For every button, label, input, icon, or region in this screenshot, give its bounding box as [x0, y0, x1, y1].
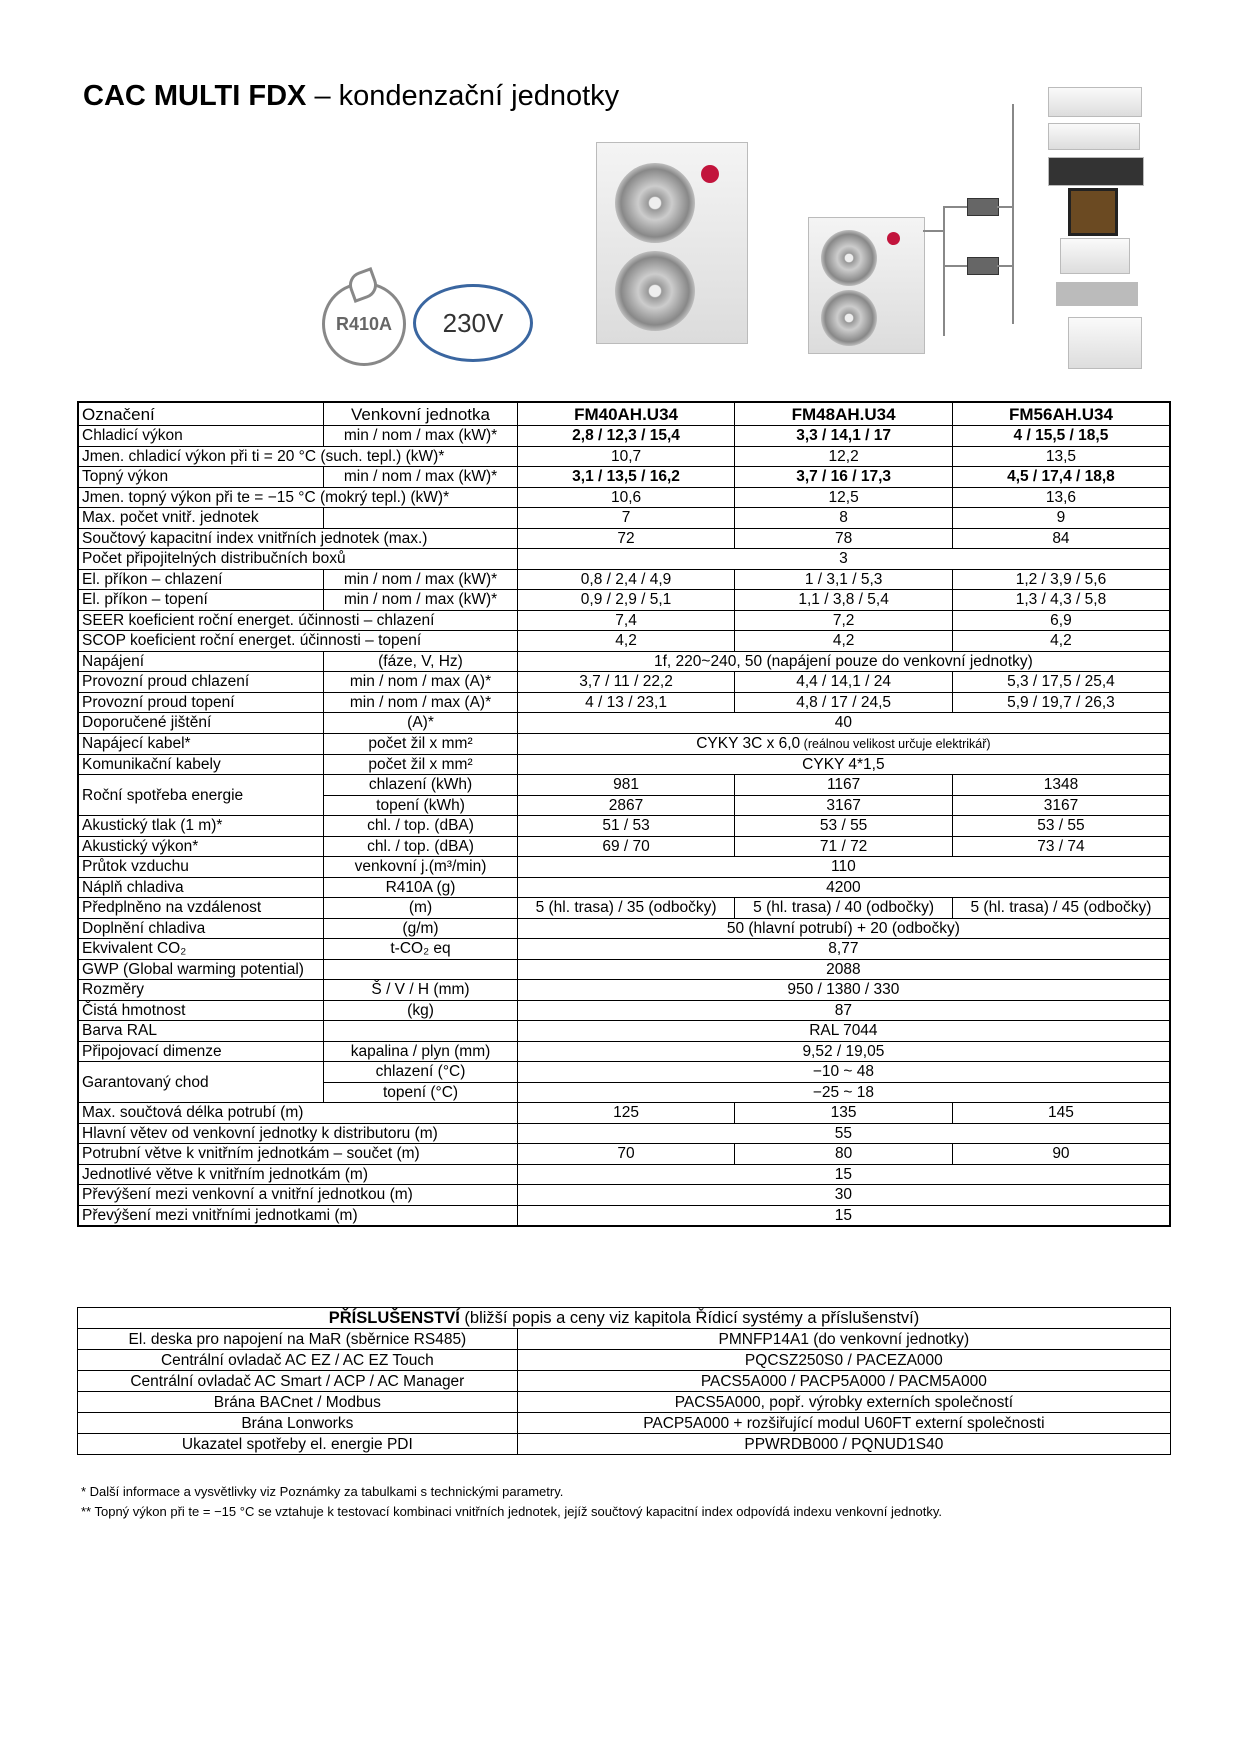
row-value: 1 / 3,1 / 5,3 — [735, 569, 953, 590]
spec-row — [78, 1000, 1170, 1021]
row-value: 4 / 13 / 23,1 — [517, 692, 735, 713]
row-value: 1,3 / 4,3 / 5,8 — [952, 590, 1170, 611]
row-value: 4,8 / 17 / 24,5 — [735, 692, 953, 713]
row-label: El. příkon – topení — [78, 590, 324, 611]
spec-row — [78, 1062, 1170, 1083]
row-value: 981 — [517, 775, 735, 796]
row-label: Jmen. chladicí výkon při ti = 20 °C (such. tepl.) (kW)* — [78, 446, 517, 467]
accessory-name: Brána BACnet / Modbus — [78, 1392, 518, 1413]
row-value: 5 (hl. trasa) / 40 (odbočky) — [735, 898, 953, 919]
row-label: Ekvivalent CO₂ — [78, 939, 324, 960]
spec-row — [78, 775, 1170, 796]
spec-row — [78, 528, 1170, 549]
row-label: Hlavní větev od venkovní jednotky k distributoru (m) — [78, 1123, 517, 1144]
spec-row — [78, 631, 1170, 652]
row-label: Napájecí kabel* — [78, 733, 324, 754]
spec-table — [77, 401, 1171, 1227]
row-value: 53 / 55 — [735, 816, 953, 837]
row-value: 5,9 / 19,7 / 26,3 — [952, 692, 1170, 713]
row-value: 13,5 — [952, 446, 1170, 467]
row-label: Rozměry — [78, 980, 324, 1001]
spec-row — [78, 939, 1170, 960]
spec-row — [78, 672, 1170, 693]
row-unit: R410A (g) — [324, 877, 518, 898]
accessory-code: PMNFP14A1 (do venkovní jednotky) — [517, 1329, 1170, 1350]
spec-row — [78, 1164, 1170, 1185]
spec-row — [78, 426, 1170, 447]
row-value: 4 / 15,5 / 18,5 — [952, 426, 1170, 447]
row-unit: počet žil x mm² — [324, 733, 518, 754]
row-value: 110 — [517, 857, 1170, 878]
row-value: 90 — [952, 1144, 1170, 1165]
spec-row — [78, 446, 1170, 467]
spec-row — [78, 1144, 1170, 1165]
row-value: 84 — [952, 528, 1170, 549]
row-unit: min / nom / max (kW)* — [324, 590, 518, 611]
lg-logo — [701, 165, 719, 183]
row-label: El. příkon – chlazení — [78, 569, 324, 590]
voltage-badge: 230V — [413, 284, 533, 362]
row-value: 71 / 72 — [735, 836, 953, 857]
row-value: 7,4 — [517, 610, 735, 631]
header-cell: Venkovní jednotka — [324, 402, 518, 426]
row-value: 10,6 — [517, 487, 735, 508]
accessories-table — [77, 1307, 1171, 1455]
row-value: 135 — [735, 1103, 953, 1124]
accessory-code: PACP5A000 + rozšiřující modul U60FT externí společnosti — [517, 1413, 1170, 1434]
accessory-row — [78, 1371, 1171, 1392]
row-label: Akustický výkon* — [78, 836, 324, 857]
accessory-code: PQCSZ250S0 / PACEZA000 — [517, 1350, 1170, 1371]
row-unit: chl. / top. (dBA) — [324, 836, 518, 857]
footnote-2: ** Topný výkon při te = −15 °C se vztahuje k testovací kombinaci vnitřních jednotek, jejíž součtový kapacitní index odpovídá indexu venkovní jednotky. — [81, 1504, 943, 1519]
accessory-code: PACS5A000 / PACP5A000 / PACM5A000 — [517, 1371, 1170, 1392]
row-value: 0,8 / 2,4 / 4,9 — [517, 569, 735, 590]
row-label: Provozní proud topení — [78, 692, 324, 713]
row-label: Součtový kapacitní index vnitřních jednotek (max.) — [78, 528, 517, 549]
row-value: 15 — [517, 1205, 1170, 1226]
page-title: CAC MULTI FDX – kondenzační jednotky — [83, 80, 620, 112]
row-value: 4,5 / 17,4 / 18,8 — [952, 467, 1170, 488]
header-cell: FM56AH.U34 — [952, 402, 1170, 426]
spec-row — [78, 836, 1170, 857]
row-label: Připojovací dimenze — [78, 1041, 324, 1062]
row-value: CYKY 3C x 6,0 (reálnou velikost určuje elektrikář) — [517, 733, 1170, 754]
row-unit: počet žil x mm² — [324, 754, 518, 775]
accessory-row — [78, 1392, 1171, 1413]
row-unit: min / nom / max (A)* — [324, 672, 518, 693]
footnote-1: * Další informace a vysvětlivky viz Poznámky za tabulkami s technickými parametry. — [81, 1484, 564, 1499]
spec-row — [78, 713, 1170, 734]
row-label: Komunikační kabely — [78, 754, 324, 775]
row-unit: venkovní j.(m³/min) — [324, 857, 518, 878]
spec-row — [78, 816, 1170, 837]
row-unit: (fáze, V, Hz) — [324, 651, 518, 672]
row-value: 3,7 / 11 / 22,2 — [517, 672, 735, 693]
spec-row — [78, 918, 1170, 939]
header-cell: Označení — [78, 402, 324, 426]
spec-row — [78, 898, 1170, 919]
spec-row — [78, 1021, 1170, 1042]
accessory-code: PPWRDB000 / PQNUD1S40 — [517, 1434, 1170, 1455]
accessory-row — [78, 1350, 1171, 1371]
row-value: 4200 — [517, 877, 1170, 898]
accessory-code: PACS5A000, popř. výrobky externích společností — [517, 1392, 1170, 1413]
row-label: Barva RAL — [78, 1021, 324, 1042]
row-value: 3167 — [735, 795, 953, 816]
row-label: Provozní proud chlazení — [78, 672, 324, 693]
row-unit — [324, 1021, 518, 1042]
row-value: 3,7 / 16 / 17,3 — [735, 467, 953, 488]
row-unit: (g/m) — [324, 918, 518, 939]
row-value: RAL 7044 — [517, 1021, 1170, 1042]
spec-row — [78, 1123, 1170, 1144]
row-value: 8,77 — [517, 939, 1170, 960]
spec-row — [78, 1103, 1170, 1124]
footnotes — [81, 1482, 942, 1522]
spec-row — [78, 508, 1170, 529]
spec-row — [78, 1185, 1170, 1206]
row-value: 145 — [952, 1103, 1170, 1124]
row-label: Garantovaný chod — [78, 1062, 324, 1103]
row-value: 12,2 — [735, 446, 953, 467]
accessory-row — [78, 1329, 1171, 1350]
row-value: 9 — [952, 508, 1170, 529]
spec-row — [78, 959, 1170, 980]
row-value: 4,2 — [735, 631, 953, 652]
row-value: 4,2 — [517, 631, 735, 652]
row-unit: Š / V / H (mm) — [324, 980, 518, 1001]
row-value: 87 — [517, 1000, 1170, 1021]
row-value: −10 ~ 48 — [517, 1062, 1170, 1083]
spec-row — [78, 487, 1170, 508]
row-label: Převýšení mezi venkovní a vnitřní jednotkou (m) — [78, 1185, 517, 1206]
r410a-badge: R410A — [322, 282, 406, 366]
spec-row — [78, 980, 1170, 1001]
row-value: 55 — [517, 1123, 1170, 1144]
accessory-name: El. deska pro napojení na MaR (sběrnice RS485) — [78, 1329, 518, 1350]
row-label: Topný výkon — [78, 467, 324, 488]
accessory-row — [78, 1434, 1171, 1455]
row-label: Počet připojitelných distribučních boxů — [78, 549, 517, 570]
row-label: Chladicí výkon — [78, 426, 324, 447]
spec-header-row — [78, 402, 1170, 426]
spec-row — [78, 549, 1170, 570]
row-unit: min / nom / max (kW)* — [324, 426, 518, 447]
row-label: Jmen. topný výkon při te = −15 °C (mokrý tepl.) (kW)* — [78, 487, 517, 508]
row-label: Napájení — [78, 651, 324, 672]
row-value: 50 (hlavní potrubí) + 20 (odbočky) — [517, 918, 1170, 939]
row-value: 5 (hl. trasa) / 35 (odbočky) — [517, 898, 735, 919]
row-value: 4,4 / 14,1 / 24 — [735, 672, 953, 693]
row-value: 1,1 / 3,8 / 5,4 — [735, 590, 953, 611]
row-label: Max. součtová délka potrubí (m) — [78, 1103, 517, 1124]
header-cell: FM40AH.U34 — [517, 402, 735, 426]
row-value: 1348 — [952, 775, 1170, 796]
outdoor-unit-small-image — [808, 217, 925, 354]
row-value: 40 — [517, 713, 1170, 734]
row-value: 51 / 53 — [517, 816, 735, 837]
row-unit: t-CO₂ eq — [324, 939, 518, 960]
spec-row — [78, 1205, 1170, 1226]
spec-row — [78, 877, 1170, 898]
row-unit: kapalina / plyn (mm) — [324, 1041, 518, 1062]
row-value: 9,52 / 19,05 — [517, 1041, 1170, 1062]
row-unit: min / nom / max (kW)* — [324, 569, 518, 590]
row-unit: topení (°C) — [324, 1082, 518, 1103]
spec-row — [78, 569, 1170, 590]
row-label: Čistá hmotnost — [78, 1000, 324, 1021]
outdoor-unit-large-image — [596, 142, 748, 344]
row-label: Jednotlivé větve k vnitřním jednotkám (m) — [78, 1164, 517, 1185]
spec-row — [78, 590, 1170, 611]
row-label: SEER koeficient roční energet. účinnosti – chlazení — [78, 610, 517, 631]
row-label: SCOP koeficient roční energet. účinnosti – topení — [78, 631, 517, 652]
spec-row — [78, 610, 1170, 631]
row-unit — [324, 959, 518, 980]
row-value: 1,2 / 3,9 / 5,6 — [952, 569, 1170, 590]
row-value: 5,3 / 17,5 / 25,4 — [952, 672, 1170, 693]
row-value: 2867 — [517, 795, 735, 816]
row-unit: topení (kWh) — [324, 795, 518, 816]
row-label: Akustický tlak (1 m)* — [78, 816, 324, 837]
row-label: Roční spotřeba energie — [78, 775, 324, 816]
row-value: 950 / 1380 / 330 — [517, 980, 1170, 1001]
row-unit: min / nom / max (A)* — [324, 692, 518, 713]
accessory-name: Brána Lonworks — [78, 1413, 518, 1434]
row-value: −25 ~ 18 — [517, 1082, 1170, 1103]
header-cell: FM48AH.U34 — [735, 402, 953, 426]
row-unit: (A)* — [324, 713, 518, 734]
row-value: 78 — [735, 528, 953, 549]
row-unit — [324, 508, 518, 529]
row-value: 6,9 — [952, 610, 1170, 631]
row-label: Potrubní větve k vnitřním jednotkám – součet (m) — [78, 1144, 517, 1165]
row-value: 0,9 / 2,9 / 5,1 — [517, 590, 735, 611]
row-unit: chl. / top. (dBA) — [324, 816, 518, 837]
row-label: Průtok vzduchu — [78, 857, 324, 878]
row-label: GWP (Global warming potential) — [78, 959, 324, 980]
row-value: 125 — [517, 1103, 735, 1124]
row-label: Max. počet vnitř. jednotek — [78, 508, 324, 529]
row-unit: chlazení (°C) — [324, 1062, 518, 1083]
row-value: 15 — [517, 1164, 1170, 1185]
row-label: Náplň chladiva — [78, 877, 324, 898]
row-unit: (kg) — [324, 1000, 518, 1021]
spec-row — [78, 857, 1170, 878]
accessory-name: Centrální ovladač AC Smart / ACP / AC Manager — [78, 1371, 518, 1392]
spec-row — [78, 467, 1170, 488]
accessory-row — [78, 1413, 1171, 1434]
row-unit: (m) — [324, 898, 518, 919]
row-value: 13,6 — [952, 487, 1170, 508]
row-value: CYKY 4*1,5 — [517, 754, 1170, 775]
row-value: 73 / 74 — [952, 836, 1170, 857]
row-value: 7,2 — [735, 610, 953, 631]
row-value: 3 — [517, 549, 1170, 570]
row-value: 70 — [517, 1144, 735, 1165]
row-value: 53 / 55 — [952, 816, 1170, 837]
row-value: 3,3 / 14,1 / 17 — [735, 426, 953, 447]
row-value: 8 — [735, 508, 953, 529]
spec-row — [78, 651, 1170, 672]
accessories-title: PŘÍSLUŠENSTVÍ (bližší popis a ceny viz kapitola Řídicí systémy a příslušenství) — [78, 1308, 1171, 1329]
row-label: Doplnění chladiva — [78, 918, 324, 939]
row-unit: chlazení (kWh) — [324, 775, 518, 796]
row-value: 12,5 — [735, 487, 953, 508]
row-value: 72 — [517, 528, 735, 549]
row-value: 1f, 220~240, 50 (napájení pouze do venkovní jednotky) — [517, 651, 1170, 672]
row-value: 3,1 / 13,5 / 16,2 — [517, 467, 735, 488]
accessory-name: Ukazatel spotřeby el. energie PDI — [78, 1434, 518, 1455]
leaf-icon — [345, 267, 381, 303]
spec-row — [78, 733, 1170, 754]
row-value: 7 — [517, 508, 735, 529]
row-value: 2,8 / 12,3 / 15,4 — [517, 426, 735, 447]
accessory-name: Centrální ovladač AC EZ / AC EZ Touch — [78, 1350, 518, 1371]
row-value: 10,7 — [517, 446, 735, 467]
row-value: 5 (hl. trasa) / 45 (odbočky) — [952, 898, 1170, 919]
row-value: 30 — [517, 1185, 1170, 1206]
row-label: Předplněno na vzdálenost — [78, 898, 324, 919]
row-value: 4,2 — [952, 631, 1170, 652]
row-value: 80 — [735, 1144, 953, 1165]
row-value: 2088 — [517, 959, 1170, 980]
row-value: 69 / 70 — [517, 836, 735, 857]
row-label: Doporučené jištění — [78, 713, 324, 734]
row-label: Převýšení mezi vnitřními jednotkami (m) — [78, 1205, 517, 1226]
spec-row — [78, 1041, 1170, 1062]
spec-row — [78, 692, 1170, 713]
row-value: 3167 — [952, 795, 1170, 816]
spec-row — [78, 754, 1170, 775]
row-value: 1167 — [735, 775, 953, 796]
row-unit: min / nom / max (kW)* — [324, 467, 518, 488]
